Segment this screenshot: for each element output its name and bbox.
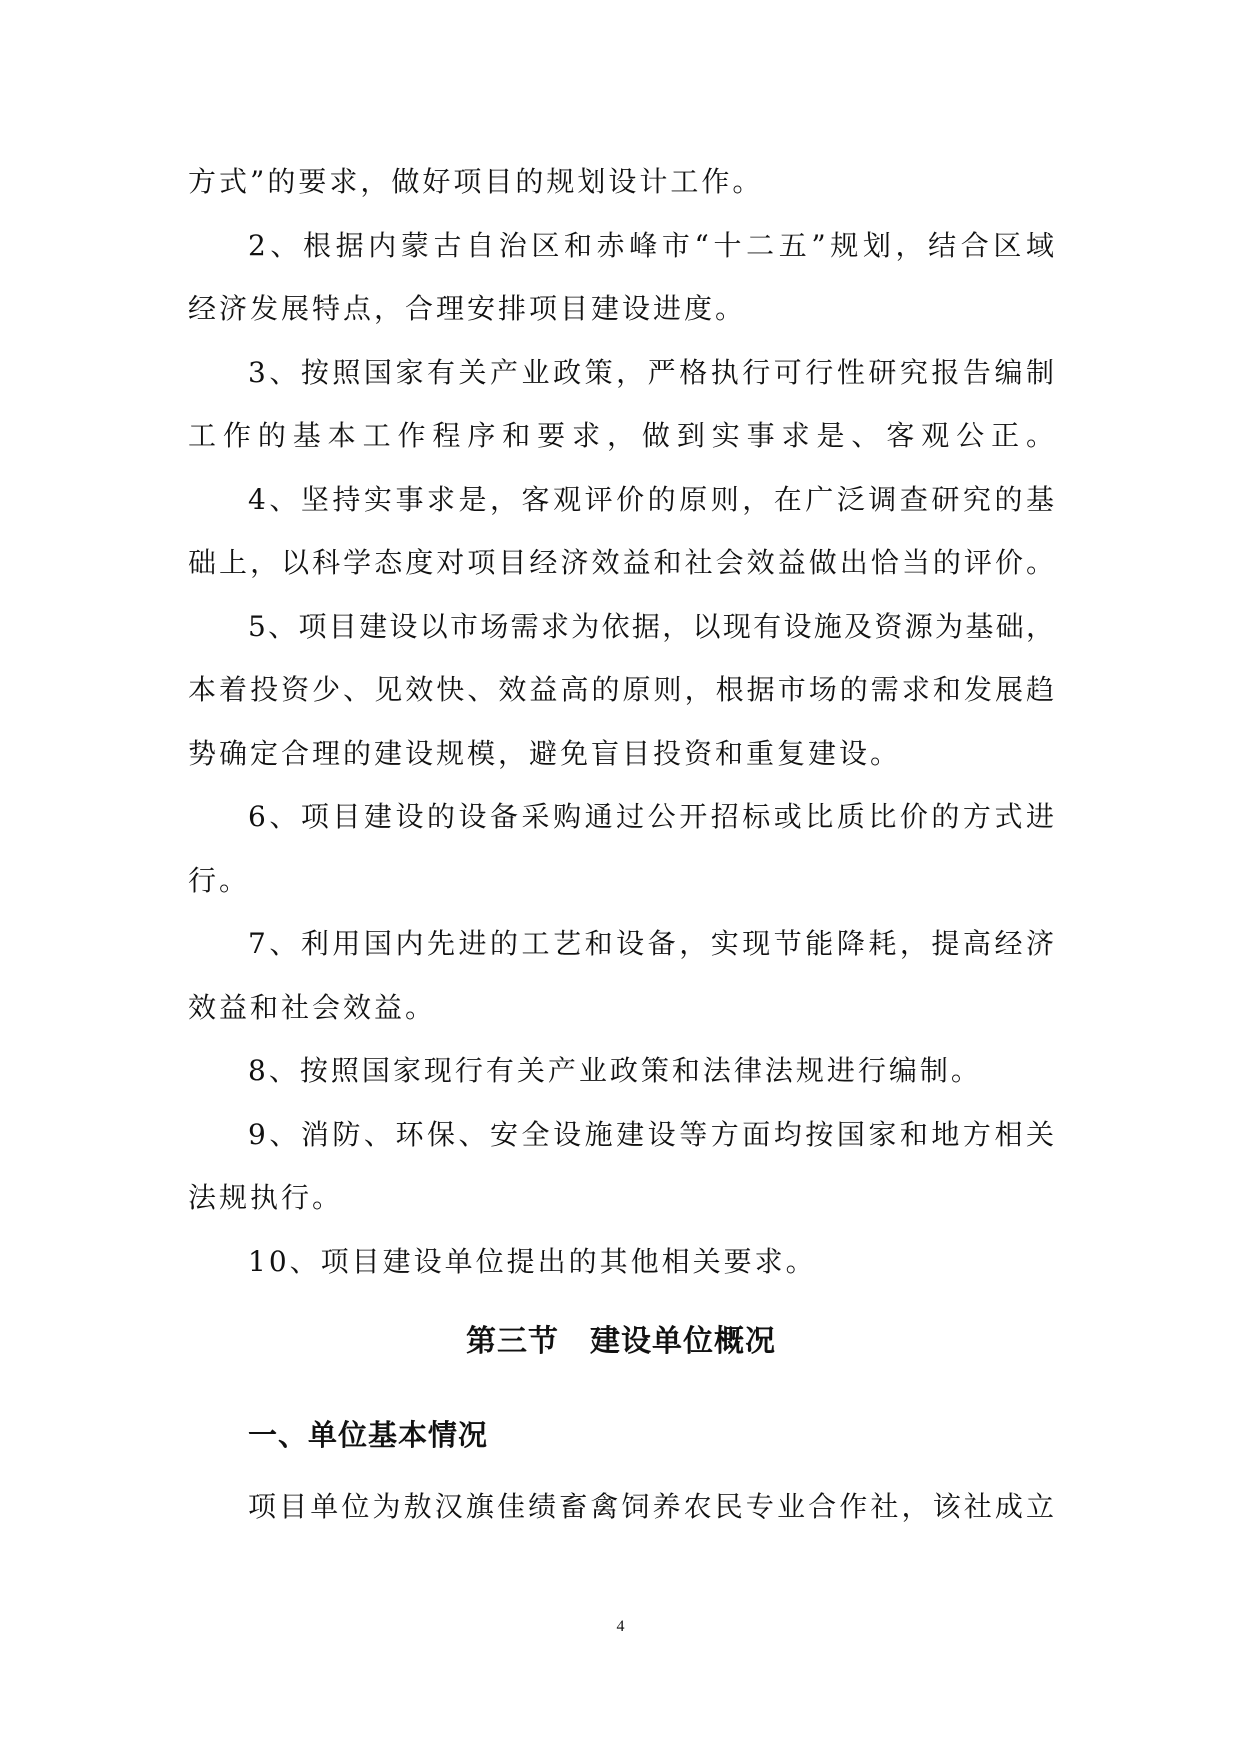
page-number: 4	[616, 1618, 625, 1635]
text-line: 效益和社会效益。	[188, 990, 437, 1024]
text-line: 4、坚持实事求是，客观评价的原则，在广泛调查研究的基	[248, 482, 1054, 516]
text-line: 经济发展特点，合理安排项目建设进度。	[188, 292, 747, 325]
text-line: 础上，以科学态度对项目经济效益和社会效益做出恰当的评价。	[188, 546, 1054, 579]
text-line: 3、按照国家有关产业政策，严格执行可行性研究报告编制	[248, 355, 1054, 389]
subsection-title: 一、单位基本情况	[248, 1418, 489, 1452]
text-line: 5、项目建设以市场需求为依据，以现有设施及资源为基础，	[248, 609, 1054, 643]
section-title: 第三节 建设单位概况	[466, 1324, 776, 1359]
text-line: 10、项目建设单位提出的其他相关要求。	[248, 1244, 817, 1278]
document-body	[188, 150, 1054, 1539]
text-line: 2、根据内蒙古自治区和赤峰市“十二五”规划，结合区域	[248, 228, 1054, 262]
text-line: 法规执行。	[188, 1181, 344, 1214]
text-line: 9、消防、环保、安全设施建设等方面均按国家和地方相关	[248, 1117, 1054, 1151]
text-line: 势确定合理的建设规模，避免盲目投资和重复建设。	[188, 736, 902, 770]
text-line: 6、项目建设的设备采购通过公开招标或比质比价的方式进	[248, 800, 1054, 833]
text-line: 方式”的要求，做好项目的规划设计工作。	[188, 165, 764, 198]
text-line: 8、按照国家现行有关产业政策和法律法规进行编制。	[248, 1054, 982, 1087]
text-line: 项目单位为敖汉旗佳绩畜禽饲养农民专业合作社，该社成立	[248, 1490, 1054, 1523]
text-line: 工作的基本工作程序和要求，做到实事求是、客观公正。	[188, 419, 1054, 452]
text-line: 7、利用国内先进的工艺和设备，实现节能降耗，提高经济	[248, 927, 1054, 960]
text-line: 行。	[188, 863, 251, 897]
text-line: 本着投资少、见效快、效益高的原则，根据市场的需求和发展趋	[188, 673, 1054, 706]
